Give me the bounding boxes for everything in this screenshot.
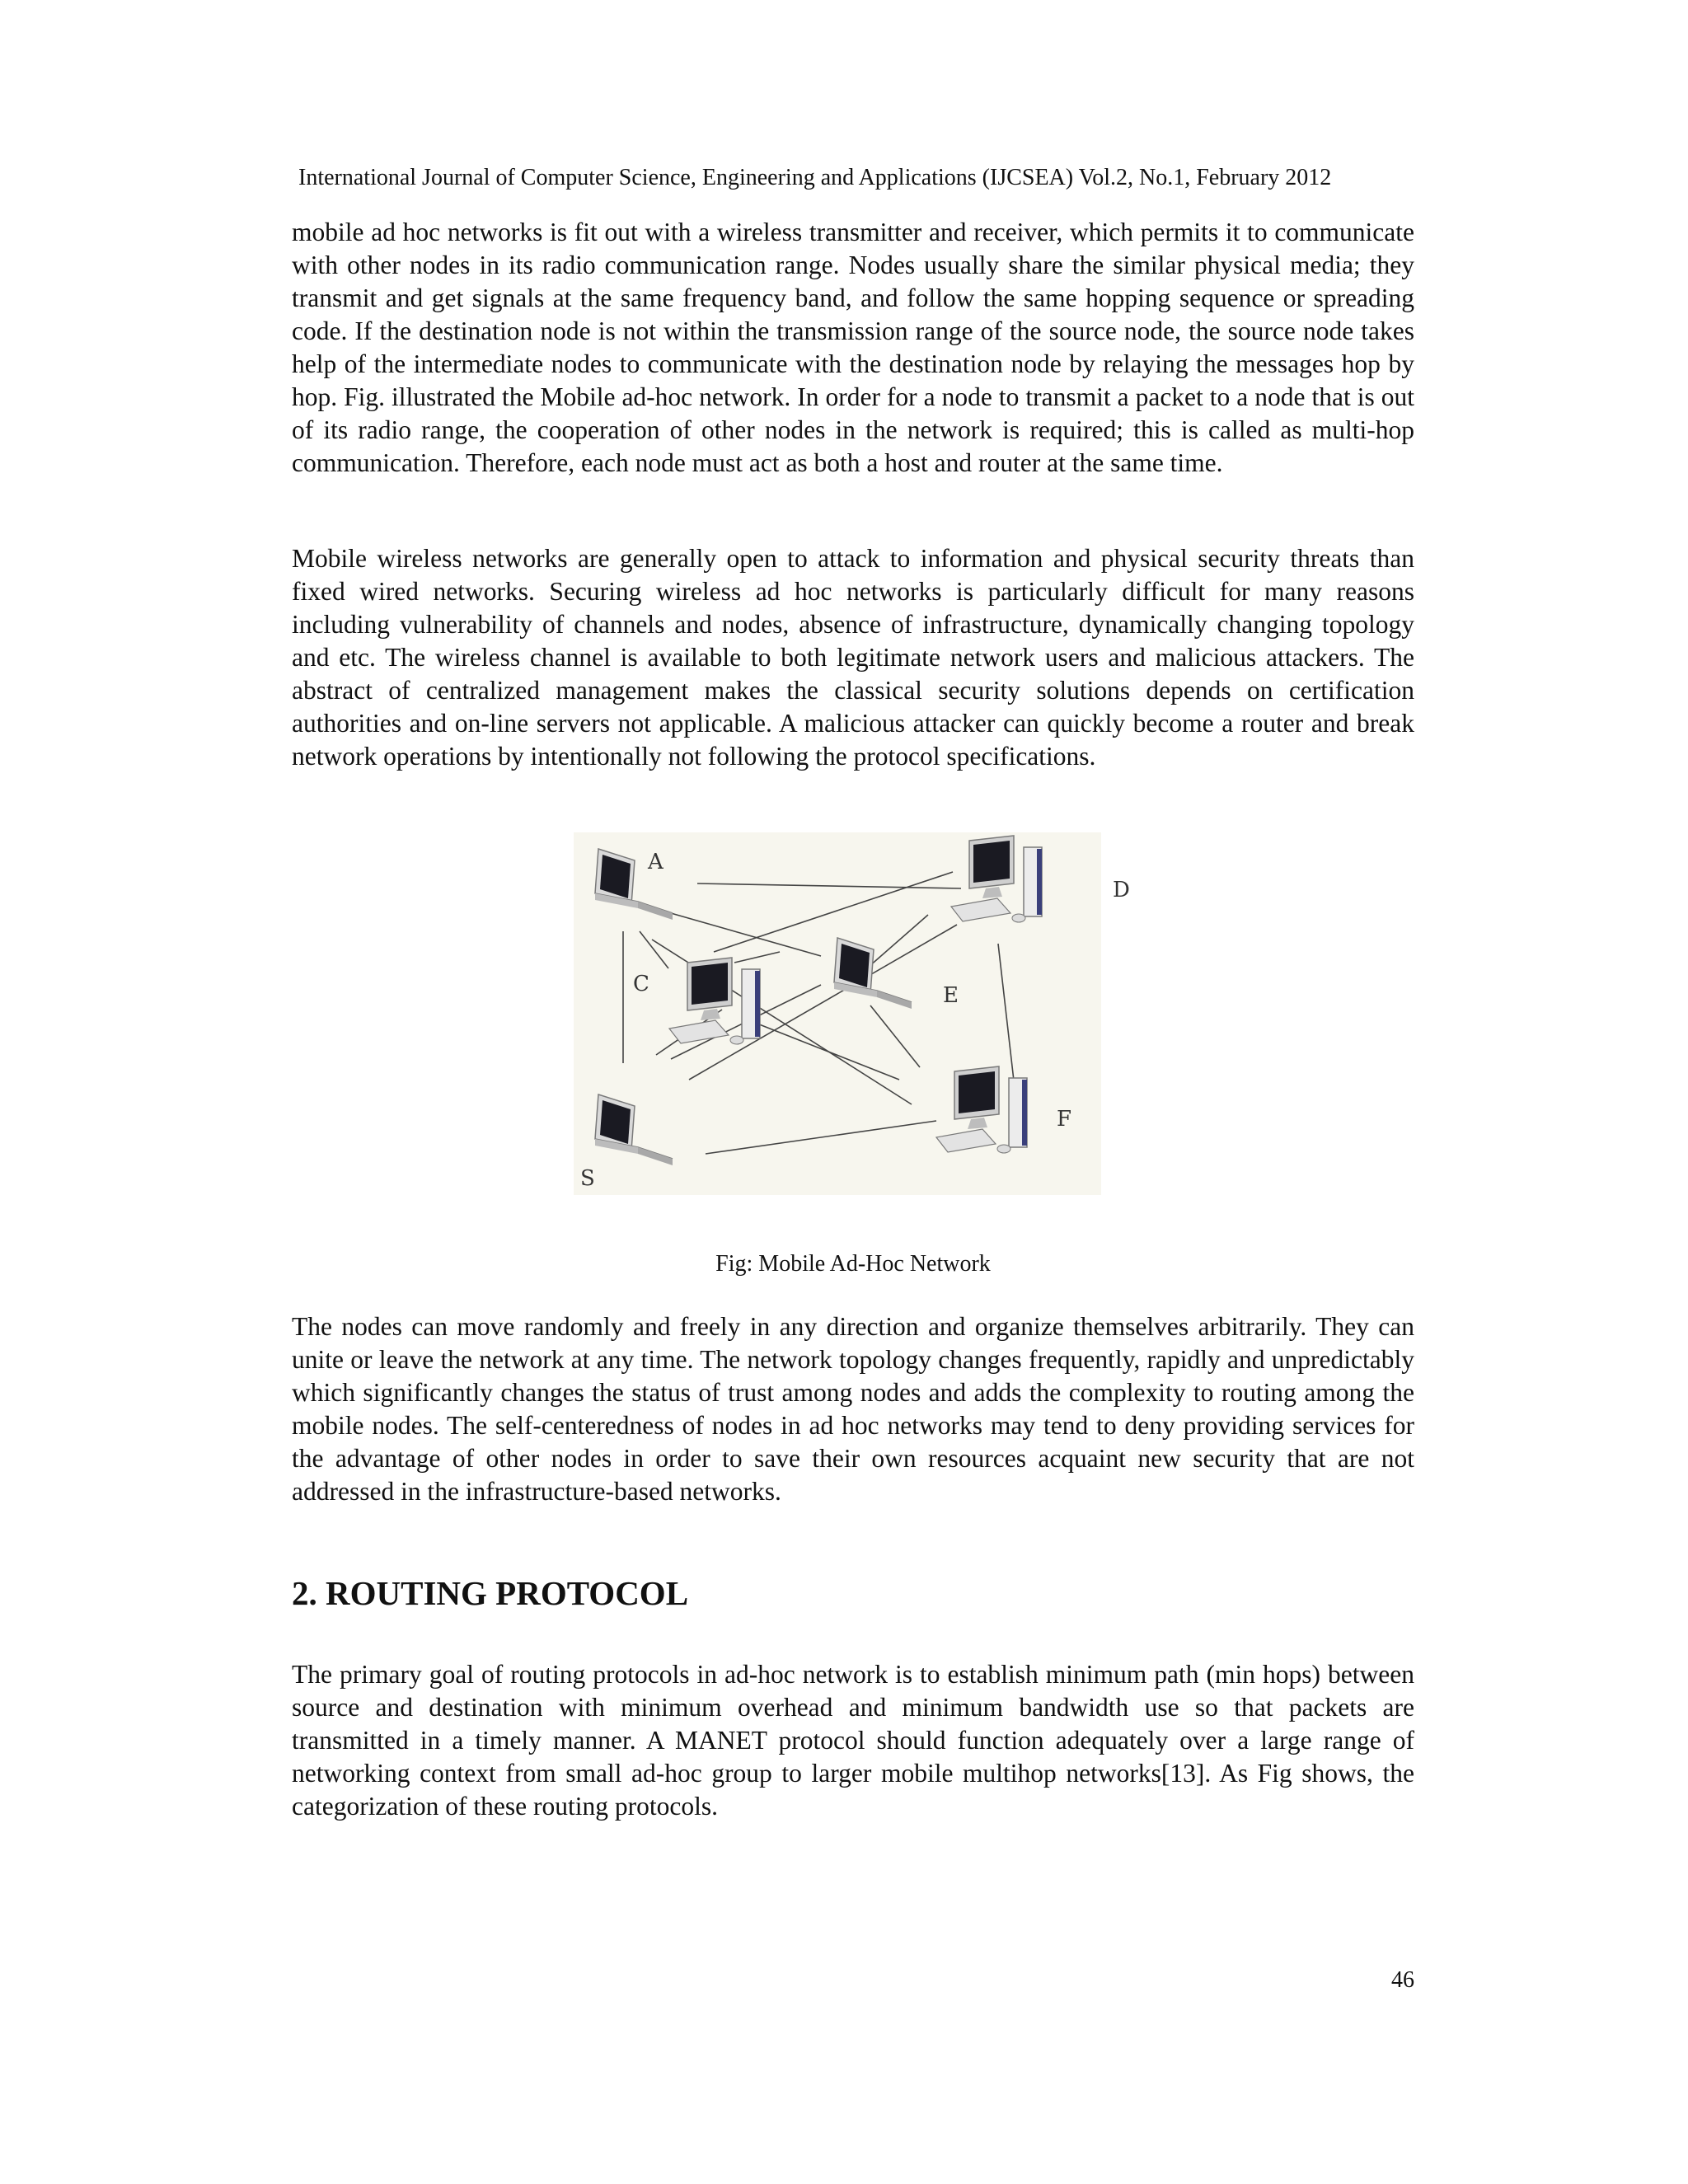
journal-header: International Journal of Computer Science, Engineering and Applications (IJCSEA) Vol.2, No.1, February 2012 [298, 165, 1332, 190]
paragraph-4: The primary goal of routing protocols in ad-hoc network is to establish minimum path (min hops) between source and destination with minimum overhead and minimum bandwidth use so that packets are transmitted in a timely manner. A MANET protocol should function adequately over a large range of networking context from small ad-hoc group to larger mobile multihop networks[13]. As Fig shows, the categorization of these routing protocols. [292, 1660, 1414, 1821]
node-label-c: C [633, 972, 649, 996]
paragraph-2: Mobile wireless networks are generally open to attack to information and physical security threats than fixed wired networks. Securing wireless ad hoc networks is particularly difficult for many reasons including vulnerability of channels and nodes, absence of infrastructure, dynamically changing topology and etc. The wireless channel is available to both legitimate network users and malicious attackers. The abstract of centralized management makes the classical security solutions depends on certification authorities and on-line servers not applicable. A malicious attacker can quickly become a router and break network operations by intentionally not following the protocol specifications. [292, 544, 1414, 771]
node-label-s: S [580, 1166, 595, 1191]
figure-caption: Fig: Mobile Ad-Hoc Network [715, 1251, 991, 1277]
node-label-e: E [943, 983, 959, 1008]
manet-diagram [574, 832, 1130, 1195]
node-label-a: A [648, 850, 663, 874]
page-number: 46 [1391, 1967, 1414, 1993]
node-label-d: D [1113, 878, 1130, 902]
paragraph-3: The nodes can move randomly and freely in any direction and organize themselves arbitrarily. They can unite or leave the network at any time. The network topology changes frequently, rapidly and unpredictably which significantly changes the status of trust among nodes and adds the complexity to routing among the mobile nodes. The self-centeredness of nodes in ad hoc networks may tend to deny providing services for the advantage of other nodes in order to save their own resources acquaint new security that are not addressed in the infrastructure-based networks. [292, 1312, 1414, 1506]
section-heading: 2. ROUTING PROTOCOL [292, 1574, 689, 1612]
node-label-f: F [1057, 1107, 1072, 1132]
manet-figure [574, 832, 1130, 1195]
paragraph-1: mobile ad hoc networks is fit out with a wireless transmitter and receiver, which permits it to communicate with other nodes in its radio communication range. Nodes usually share the similar physical media; they transmit and get signals at the same frequency band, and follow the same hopping sequence or spreading code. If the destination node is not within the transmission range of the source node, the source node takes help of the intermediate nodes to communicate with the destination node by relaying the messages hop by hop. Fig. illustrated the Mobile ad-hoc network. In order for a node to transmit a packet to a node that is out of its radio range, the cooperation of other nodes in the network is required; this is called as multi-hop communication. Therefore, each node must act as both a host and router at the same time. [292, 218, 1414, 477]
